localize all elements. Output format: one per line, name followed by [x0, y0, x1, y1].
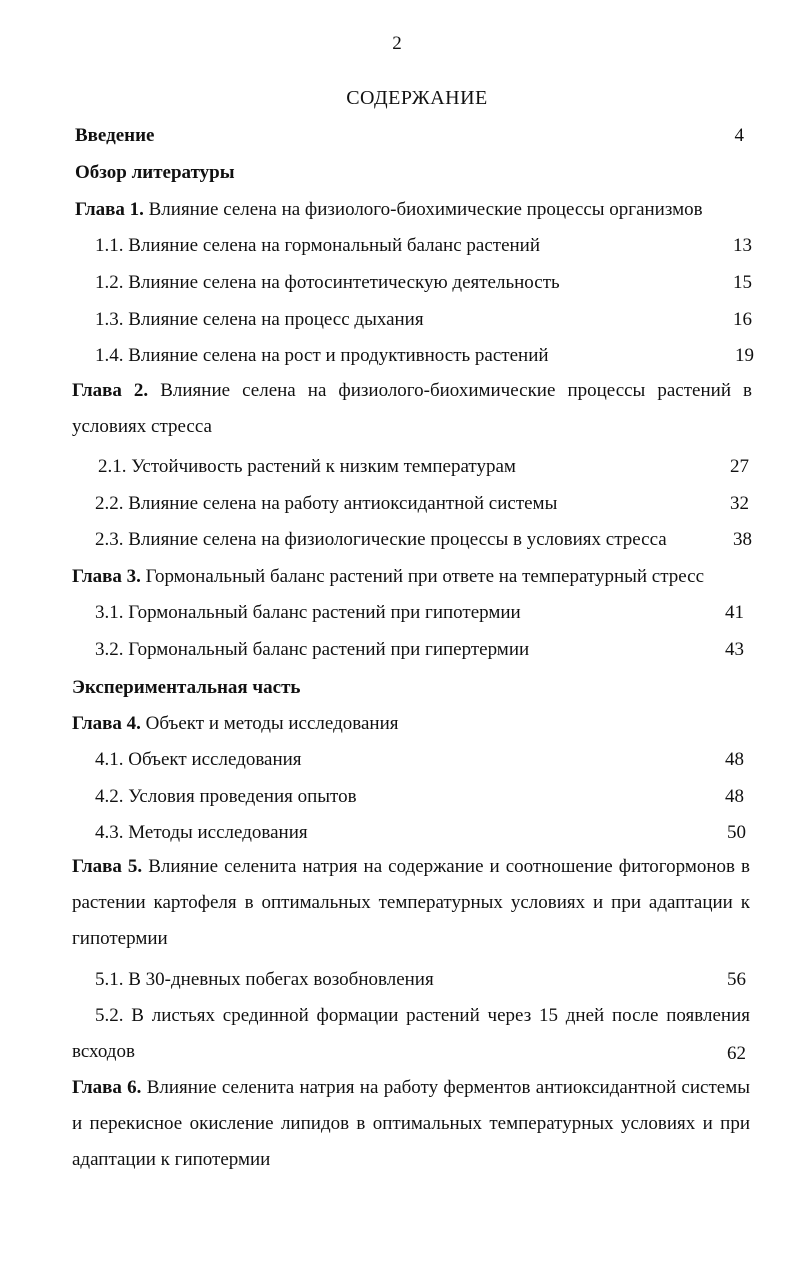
toc-page-1-4: 19 — [735, 345, 754, 366]
toc-page-5-2: 62 — [727, 1043, 746, 1064]
toc-item-3-2: 3.2. Гормональный баланс растений при гипертермии — [95, 639, 530, 660]
toc-page-2-2: 32 — [730, 493, 749, 514]
chapter-6-heading — [72, 1070, 750, 1178]
toc-item-1-2: 1.2. Влияние селена на фотосинтетическую деятельность — [95, 272, 560, 293]
toc-page-4-3: 50 — [727, 822, 746, 843]
toc-item-4-1: 4.1. Объект исследования — [95, 749, 302, 770]
chapter-6-title: Влияние селенита натрия на работу ферментов антиоксидантной системы и перекисное окисление липидов в оптимальных температурных условиях и при адаптации к гипотермии — [72, 1077, 750, 1170]
chapter-5-title: Влияние селенита натрия на содержание и соотношение фитогормонов в растении картофеля в оптимальных температурных условиях и при адаптации к гипотермии — [72, 856, 751, 949]
toc-title: СОДЕРЖАНИЕ — [346, 87, 488, 109]
toc-item-4-3: 4.3. Методы исследования — [95, 822, 308, 843]
chapter-2-title: Влияние селена на физиолого-биохимические процессы растений в условиях стресса — [72, 380, 753, 437]
page-number: 2 — [392, 33, 402, 54]
chapter-2-head: Глава 2. — [72, 380, 149, 401]
toc-item-2-2: 2.2. Влияние селена на работу антиоксидантной системы — [95, 493, 558, 514]
toc-item-2-3: 2.3. Влияние селена на физиологические процессы в условиях стресса — [95, 529, 667, 550]
chapter-5-heading — [72, 849, 750, 957]
chapter-3-heading — [72, 565, 704, 589]
chapter-1-title: Влияние селена на физиолого-биохимические процессы организмов — [148, 199, 703, 220]
toc-item-1-4: 1.4. Влияние селена на рост и продуктивность растений — [95, 345, 549, 366]
toc-page-2-3: 38 — [733, 529, 752, 550]
toc-intro-label: Введение — [75, 125, 155, 146]
toc-intro-page: 4 — [734, 125, 744, 146]
chapter-3-title: Гормональный баланс растений при ответе на температурный стресс — [145, 566, 705, 587]
toc-item-5-1: 5.1. В 30-дневных побегах возобновления — [95, 969, 434, 990]
chapter-4-head: Глава 4. — [72, 713, 141, 734]
section-heading-review: Обзор литературы — [75, 162, 235, 183]
toc-page-3-2: 43 — [725, 639, 744, 660]
toc-page-1-2: 15 — [733, 272, 752, 293]
toc-page-5-1: 56 — [727, 969, 746, 990]
toc-item-1-1: 1.1. Влияние селена на гормональный баланс растений — [95, 235, 541, 256]
toc-page-4-2: 48 — [725, 786, 744, 807]
toc-page-1-3: 16 — [733, 309, 752, 330]
chapter-4-heading — [72, 712, 399, 736]
toc-page-2-1: 27 — [730, 456, 749, 477]
toc-item-5-2: 5.2. В листьях срединной формации растений через 15 дней после появления всходов — [72, 1005, 750, 1062]
chapter-5-head: Глава 5. — [72, 856, 143, 877]
toc-item-1-3: 1.3. Влияние селена на процесс дыхания — [95, 309, 424, 330]
toc-page-1-1: 13 — [733, 235, 752, 256]
chapter-4-title: Объект и методы исследования — [145, 713, 399, 734]
toc-page-3-1: 41 — [725, 602, 744, 623]
chapter-6-head: Глава 6. — [72, 1077, 142, 1098]
toc-item-4-2: 4.2. Условия проведения опытов — [95, 786, 357, 807]
chapter-1-heading — [75, 198, 703, 222]
chapter-1-head: Глава 1. — [75, 199, 144, 220]
toc-item-3-1: 3.1. Гормональный баланс растений при гипотермии — [95, 602, 521, 623]
toc-page-4-1: 48 — [725, 749, 744, 770]
section-heading-experimental: Экспериментальная часть — [72, 677, 301, 698]
toc-item-2-1: 2.1. Устойчивость растений к низким температурам — [98, 456, 516, 477]
chapter-3-head: Глава 3. — [72, 566, 141, 587]
chapter-2-heading — [72, 373, 752, 445]
